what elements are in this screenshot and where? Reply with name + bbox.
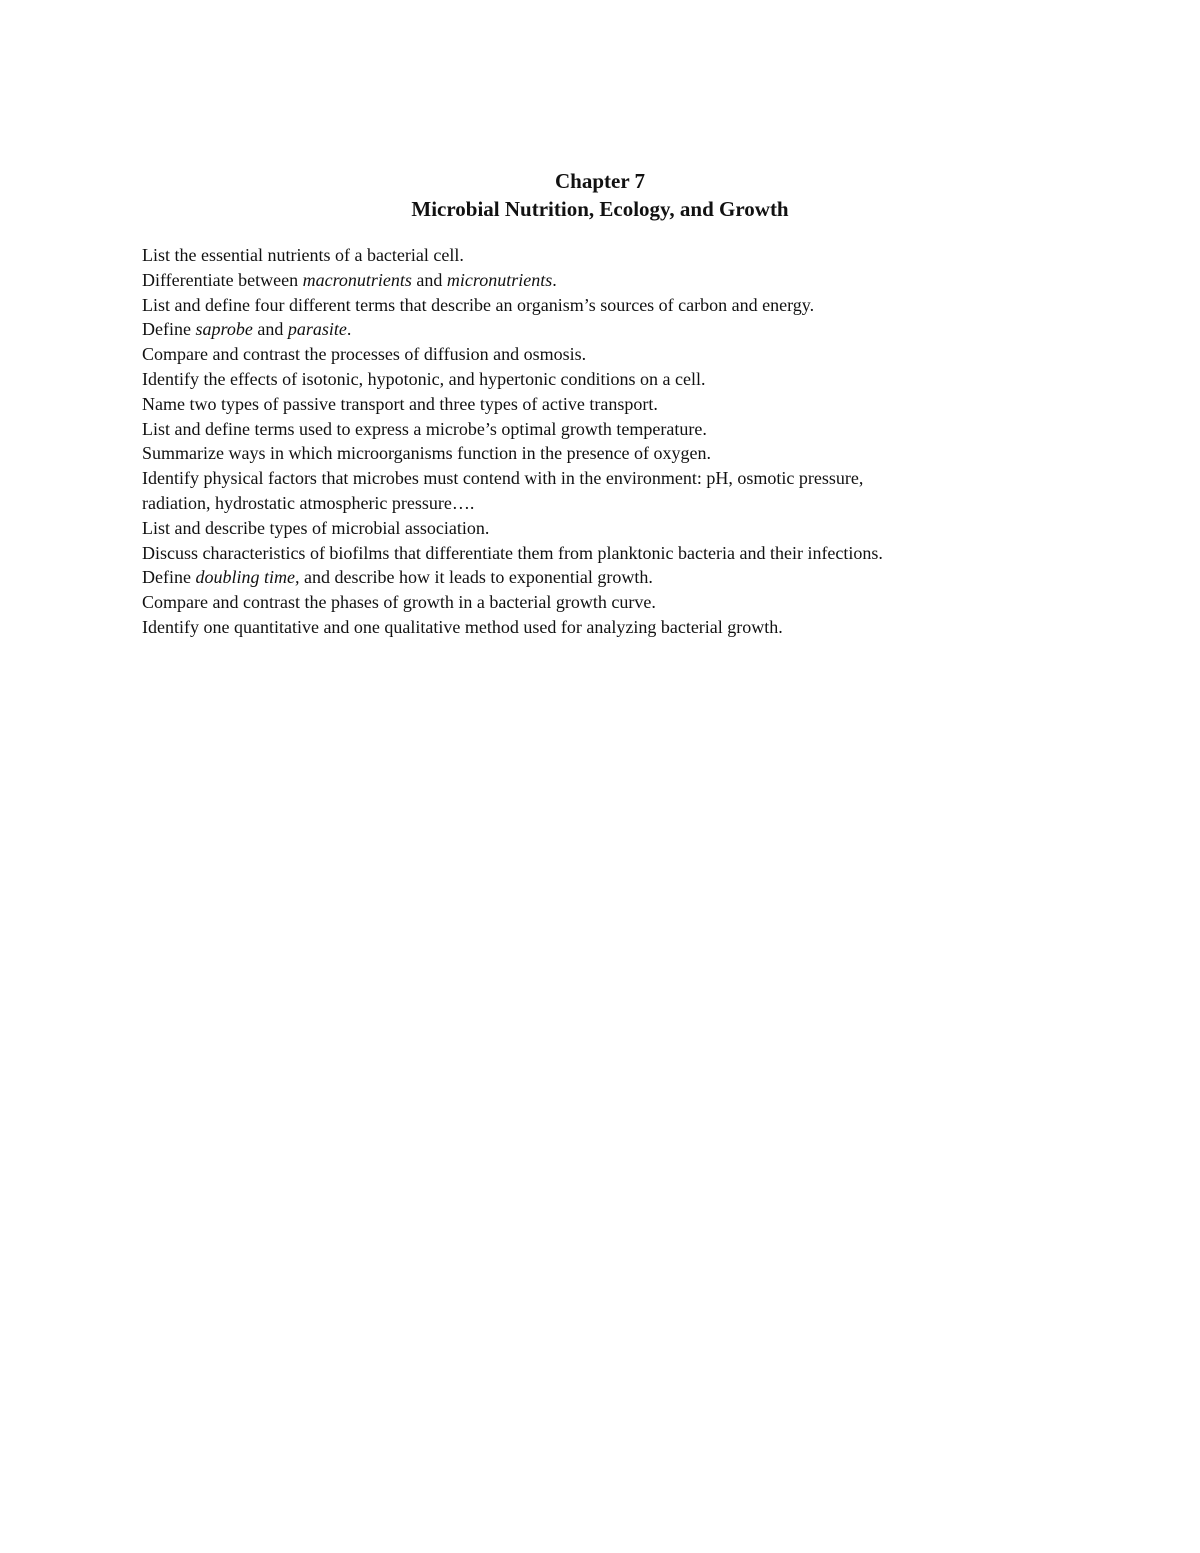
- objective-line: [142, 268, 1042, 293]
- text-segment: Define: [142, 319, 196, 340]
- italic-term: parasite: [287, 319, 347, 340]
- italic-term: saprobe: [195, 319, 253, 340]
- text-segment: Define: [142, 567, 196, 588]
- text-segment: Summarize ways in which microorganisms function in the presence of oxygen.: [142, 443, 712, 464]
- text-segment: Discuss characteristics of biofilms that differentiate them from planktonic bacteria and their infections.: [142, 542, 883, 563]
- text-segment: .: [346, 319, 352, 340]
- objective-line: [142, 565, 1042, 590]
- objective-line: [142, 417, 1042, 442]
- chapter-heading: Chapter 7: [554, 169, 646, 193]
- objective-line: [142, 392, 1042, 417]
- italic-term: doubling time,: [195, 567, 300, 588]
- text-segment: List the essential nutrients of a bacterial cell.: [142, 245, 464, 265]
- objectives-list: [142, 243, 1042, 640]
- objective-line: [142, 293, 1042, 318]
- title-block: [0, 167, 1200, 223]
- text-segment: List and describe types of microbial association.: [142, 517, 490, 538]
- objective-line: [142, 590, 1042, 615]
- objective-line: [142, 317, 1042, 342]
- text-segment: and: [252, 319, 288, 340]
- chapter-title: Microbial Nutrition, Ecology, and Growth: [411, 197, 789, 221]
- text-segment: Identify physical factors that microbes must contend with in the environment: pH, osmotic pressure,: [142, 468, 864, 489]
- text-segment: List and define terms used to express a microbe’s optimal growth temperature.: [142, 418, 707, 439]
- objective-line: [142, 367, 1042, 392]
- objective-line: [142, 243, 1042, 268]
- text-segment: Differentiate between: [142, 269, 303, 290]
- objective-line: [142, 466, 1042, 491]
- text-segment: radiation, hydrostatic atmospheric pressure….: [142, 492, 475, 513]
- objective-line: [142, 491, 1042, 516]
- objective-line: [142, 441, 1042, 466]
- text-segment: and: [411, 269, 447, 290]
- objective-line: [142, 615, 1042, 640]
- objective-line: [142, 541, 1042, 566]
- text-segment: Compare and contrast the phases of growth in a bacterial growth curve.: [142, 592, 656, 613]
- text-segment: List and define four different terms that describe an organism’s sources of carbon and energy.: [142, 294, 815, 315]
- italic-term: micronutrients: [446, 269, 553, 290]
- text-segment: Identify one quantitative and one qualitative method used for analyzing bacterial growth.: [142, 616, 783, 637]
- italic-term: macronutrients: [302, 269, 412, 290]
- text-segment: Name two types of passive transport and three types of active transport.: [142, 393, 658, 414]
- text-segment: and describe how it leads to exponential growth.: [299, 567, 653, 588]
- text-segment: Compare and contrast the processes of diffusion and osmosis.: [142, 344, 587, 365]
- text-segment: .: [552, 269, 557, 290]
- text-segment: Identify the effects of isotonic, hypotonic, and hypertonic conditions on a cell.: [142, 368, 706, 389]
- objective-line: [142, 342, 1042, 367]
- objective-line: [142, 516, 1042, 541]
